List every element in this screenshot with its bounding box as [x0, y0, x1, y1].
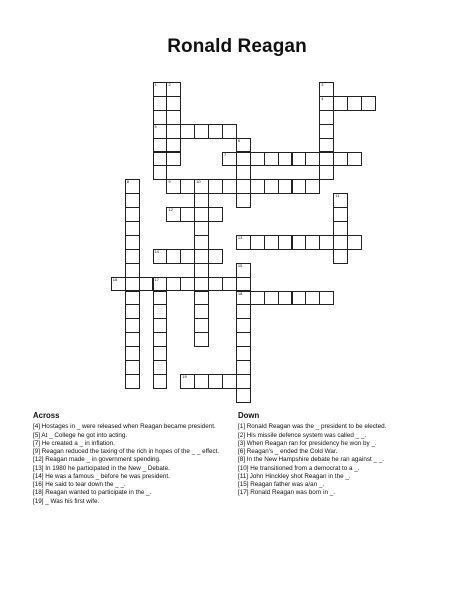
- crossword-cell[interactable]: [278, 235, 293, 250]
- across-clue: [18] Reagan wanted to participate in the _.: [33, 489, 152, 497]
- crossword-cell[interactable]: [236, 263, 251, 278]
- crossword-cell[interactable]: [236, 346, 251, 361]
- clue-number: 9: [168, 179, 171, 185]
- crossword-cell[interactable]: [125, 207, 140, 222]
- crossword-cell[interactable]: [166, 152, 181, 167]
- crossword-cell[interactable]: [222, 277, 237, 292]
- crossword-cell[interactable]: [194, 235, 209, 250]
- crossword-cell[interactable]: [319, 165, 334, 180]
- crossword-cell[interactable]: [236, 193, 251, 208]
- crossword-cell[interactable]: [125, 235, 140, 250]
- crossword-cell[interactable]: [222, 374, 237, 389]
- crossword-cell[interactable]: [236, 235, 251, 250]
- crossword-cell[interactable]: [333, 96, 348, 111]
- crossword-cell[interactable]: [236, 291, 251, 306]
- crossword-cell[interactable]: [236, 388, 251, 403]
- crossword-cell[interactable]: [347, 152, 362, 167]
- crossword-cell[interactable]: [208, 249, 223, 264]
- crossword-cell[interactable]: [222, 124, 237, 139]
- crossword-cell[interactable]: [153, 165, 168, 180]
- clue-number: 16: [112, 276, 118, 282]
- clue-number: 5: [154, 123, 157, 129]
- crossword-cell[interactable]: [305, 291, 320, 306]
- crossword-cell[interactable]: [153, 360, 168, 375]
- clue-number: 14: [154, 248, 159, 254]
- crossword-cell[interactable]: [125, 304, 140, 319]
- crossword-cell[interactable]: [153, 152, 168, 167]
- clue-number: 1: [154, 82, 157, 87]
- crossword-cell[interactable]: [264, 235, 279, 250]
- crossword-cell[interactable]: [208, 207, 223, 222]
- crossword-cell[interactable]: [166, 96, 181, 111]
- crossword-cell[interactable]: [166, 124, 181, 139]
- crossword-cell[interactable]: [153, 277, 168, 292]
- crossword-cell[interactable]: [361, 96, 376, 111]
- across-clue: [14] He was a famous _ before he was president.: [33, 472, 170, 480]
- crossword-cell[interactable]: [319, 138, 334, 153]
- crossword-cell[interactable]: [153, 346, 168, 361]
- across-clue: [12] Reagan made _ in government spending.: [33, 456, 161, 464]
- across-heading: Across: [33, 411, 60, 420]
- clue-number: 11: [335, 193, 340, 199]
- crossword-cell[interactable]: [166, 179, 181, 194]
- crossword-cell[interactable]: [319, 291, 334, 306]
- crossword-cell[interactable]: [347, 235, 362, 250]
- clue-number: 2: [168, 82, 171, 87]
- across-clue: [9] Reagan reduced the taxing of the rich in hopes of the _ _ effect.: [33, 448, 220, 455]
- crossword-cell[interactable]: [333, 235, 348, 250]
- crossword-cell[interactable]: [264, 152, 279, 167]
- crossword-cell[interactable]: [166, 110, 181, 125]
- clue-number: 17: [154, 276, 159, 282]
- down-heading: Down: [238, 411, 260, 420]
- crossword-cell[interactable]: [208, 374, 223, 389]
- crossword-cell[interactable]: [153, 138, 168, 153]
- crossword-cell[interactable]: [153, 96, 168, 111]
- crossword-cell[interactable]: [166, 207, 181, 222]
- across-clue: [7] He created a _ in inflation.: [33, 439, 115, 447]
- crossword-cell[interactable]: [250, 291, 265, 306]
- down-clue: [11] John Hinckley shot Reagan in the _.: [238, 472, 351, 480]
- crossword-cell[interactable]: [194, 249, 209, 264]
- crossword-cell[interactable]: [153, 124, 168, 139]
- across-clue: [13] In 1980 he participated in the New _ Debate.: [33, 464, 170, 472]
- crossword-cell[interactable]: [166, 249, 181, 264]
- crossword-cell[interactable]: [236, 332, 251, 347]
- crossword-cell[interactable]: [194, 193, 209, 208]
- crossword-cell[interactable]: [236, 304, 251, 319]
- clue-number: 3: [321, 82, 324, 87]
- crossword-cell[interactable]: [236, 138, 251, 153]
- crossword-cell[interactable]: [305, 152, 320, 167]
- crossword-cell[interactable]: [305, 179, 320, 194]
- down-clue: [2] His missile defence system was called _ _.: [238, 431, 367, 439]
- crossword-cell[interactable]: [333, 207, 348, 222]
- crossword-cell[interactable]: [166, 138, 181, 153]
- crossword-cell[interactable]: [278, 291, 293, 306]
- crossword-cell[interactable]: [319, 110, 334, 125]
- crossword-cell[interactable]: [347, 96, 362, 111]
- crossword-cell[interactable]: [125, 249, 140, 264]
- crossword-cell[interactable]: [264, 291, 279, 306]
- clue-number: 19: [182, 373, 187, 379]
- crossword-cell[interactable]: [153, 332, 168, 347]
- crossword-cell[interactable]: [319, 82, 334, 97]
- crossword-cell[interactable]: [180, 207, 195, 222]
- crossword-cell[interactable]: [319, 96, 334, 111]
- crossword-cell[interactable]: [236, 152, 251, 167]
- crossword-cell[interactable]: [194, 207, 209, 222]
- crossword-cell[interactable]: [180, 277, 195, 292]
- crossword-cell[interactable]: [194, 332, 209, 347]
- clue-number: 7: [224, 151, 227, 157]
- crossword-cell[interactable]: [153, 318, 168, 333]
- down-clue: [3] When Reagan ran for presidency he won by _.: [238, 439, 377, 447]
- down-clue: [8] In the New Hampshire debate he ran against _ _.: [238, 456, 384, 464]
- crossword-cell[interactable]: [194, 291, 209, 306]
- crossword-cell[interactable]: [236, 374, 251, 389]
- clue-number: 18: [237, 290, 243, 296]
- crossword-cell[interactable]: [333, 152, 348, 167]
- crossword-cell[interactable]: [153, 82, 171, 97]
- across-clue: [4] Hostages in _ were released when Reagan became president.: [33, 423, 216, 431]
- crossword-cell[interactable]: [153, 249, 168, 264]
- crossword-cell[interactable]: [194, 263, 209, 278]
- clue-number: 6: [237, 137, 241, 143]
- page-title: Ronald Reagan: [167, 36, 307, 57]
- crossword-cell[interactable]: [250, 152, 265, 167]
- crossword-cell[interactable]: [305, 235, 320, 250]
- crossword-cell[interactable]: [236, 360, 251, 375]
- crossword-cell[interactable]: [180, 249, 195, 264]
- crossword-cell[interactable]: [250, 235, 265, 250]
- crossword-cell[interactable]: [125, 179, 140, 194]
- crossword-cell[interactable]: [319, 152, 334, 167]
- crossword-cell[interactable]: [292, 291, 307, 306]
- down-clue: [10] He transitioned from a democrat to a _.: [238, 464, 360, 472]
- down-clues: [238, 412, 453, 498]
- down-clue: [6] Reagan's _ ended the Cold War.: [238, 448, 338, 455]
- crossword-cell[interactable]: [292, 179, 307, 194]
- crossword-cell[interactable]: [180, 374, 195, 389]
- crossword-cell[interactable]: [236, 277, 251, 292]
- crossword-cell[interactable]: [333, 221, 348, 236]
- crossword-cell[interactable]: [264, 179, 279, 194]
- crossword-cell[interactable]: [222, 179, 237, 194]
- crossword-cell[interactable]: [194, 277, 209, 292]
- across-clues: [33, 412, 231, 506]
- crossword-cell[interactable]: [236, 318, 251, 333]
- crossword-cell[interactable]: [278, 152, 293, 167]
- crossword-cell[interactable]: [125, 346, 140, 361]
- across-clue: [19] _ Was his first wife.: [33, 497, 100, 505]
- crossword-cell[interactable]: [125, 221, 140, 236]
- down-clue: [17] Ronald Reagan was born in _.: [238, 489, 335, 497]
- down-clue: [15] Reagan father was a/an _.: [238, 481, 325, 488]
- crossword-cell[interactable]: [166, 82, 181, 97]
- across-clue: [5] At _ College he got into acting.: [33, 431, 128, 439]
- crossword-cell[interactable]: [166, 277, 181, 292]
- clue-number: 15: [237, 262, 243, 268]
- crossword-cell[interactable]: [180, 124, 195, 139]
- crossword-cell[interactable]: [125, 277, 140, 292]
- crossword-cell[interactable]: [208, 179, 223, 194]
- crossword-cell[interactable]: [139, 277, 154, 292]
- crossword-cell[interactable]: [333, 249, 348, 264]
- across-clue: [16] He said to tear down the _ _.: [33, 481, 126, 488]
- crossword-cell[interactable]: [319, 124, 334, 139]
- crossword-cell[interactable]: [194, 318, 209, 333]
- crossword-cell[interactable]: [125, 263, 140, 278]
- crossword-cell[interactable]: [194, 374, 209, 389]
- crossword-cell[interactable]: [208, 277, 223, 292]
- crossword-cell[interactable]: [250, 179, 265, 194]
- crossword-cell[interactable]: [194, 124, 209, 139]
- crossword-cell[interactable]: [194, 221, 209, 236]
- crossword-cell[interactable]: [208, 124, 223, 139]
- crossword-cell[interactable]: [319, 235, 334, 250]
- crossword-cell[interactable]: [153, 374, 168, 389]
- crossword-cell[interactable]: [180, 179, 195, 194]
- crossword-cell[interactable]: [333, 193, 348, 208]
- down-clue: [1] Ronald Reagan was the _ president to be elected.: [238, 423, 387, 431]
- crossword-cell[interactable]: [153, 291, 168, 306]
- crossword-cell[interactable]: [125, 318, 140, 333]
- crossword-cell[interactable]: [125, 291, 140, 306]
- crossword-cell[interactable]: [153, 304, 168, 319]
- crossword-cell[interactable]: [125, 193, 140, 208]
- crossword-cell[interactable]: [236, 165, 251, 180]
- crossword-cell[interactable]: [222, 152, 237, 167]
- crossword-cell[interactable]: [194, 304, 209, 319]
- crossword-cell[interactable]: [125, 332, 140, 347]
- crossword-cell[interactable]: [236, 179, 251, 194]
- crossword-cell[interactable]: [292, 152, 307, 167]
- clue-number: 10: [196, 179, 201, 185]
- crossword-cell[interactable]: [153, 110, 168, 125]
- crossword-cell[interactable]: [125, 360, 140, 375]
- clue-number: 4: [321, 95, 324, 101]
- clue-number: 8: [126, 179, 129, 185]
- crossword-cell[interactable]: [194, 179, 209, 194]
- crossword-cell[interactable]: [278, 179, 293, 194]
- crossword-cell[interactable]: [125, 374, 140, 389]
- clue-number: 13: [237, 234, 243, 240]
- crossword-cell[interactable]: [292, 235, 307, 250]
- crossword-cell[interactable]: [111, 277, 126, 292]
- clue-number: 12: [168, 207, 173, 213]
